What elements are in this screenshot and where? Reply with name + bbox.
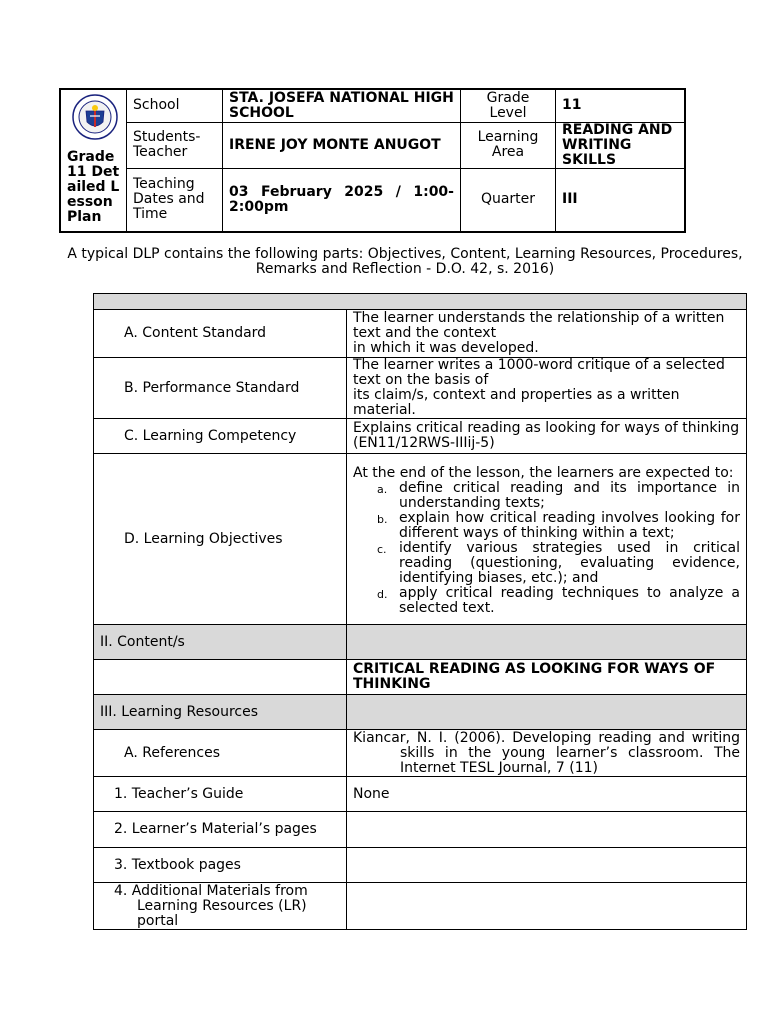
grade-level-value: 11 <box>556 89 686 122</box>
school-label: School <box>127 89 223 122</box>
content-section-label: II. Content/s <box>94 625 347 660</box>
table-row <box>94 883 747 930</box>
references-label: A. References <box>94 730 347 777</box>
competency-label: C. Learning Competency <box>94 419 347 454</box>
content-standard-line: The learner understands the relationship of a written text and the context <box>353 310 725 341</box>
content-standard-line: in which it was developed. <box>353 340 539 356</box>
school-value: STA. JOSEFA NATIONAL HIGH SCHOOL <box>223 89 461 122</box>
list-marker: c. <box>377 543 387 556</box>
quarter-label: Quarter <box>461 168 556 232</box>
table-row <box>94 310 747 358</box>
table-row <box>94 660 747 695</box>
resource-item-value <box>347 812 747 848</box>
list-item <box>353 586 740 616</box>
list-item <box>353 481 740 511</box>
resource-item-label: 3. Textbook pages <box>94 848 347 883</box>
learning-objectives-intro: At the end of the lesson, the learners are expected to: <box>353 465 734 481</box>
teacher-label: Students-Teacher <box>127 122 223 168</box>
resource-item-label: 2. Learner’s Material’s pages <box>94 812 347 848</box>
competency-value: Explains critical reading as looking for ways of thinking (EN11/12RWS-IIIij-5) <box>347 419 747 454</box>
learning-area-label: Learning Area <box>461 122 556 168</box>
list-item-text: identify various strategies used in critical reading (questioning, evaluating evidence, identifying biases, etc.); and <box>399 540 740 586</box>
content-standard-value <box>347 310 747 358</box>
dlp-table <box>93 293 747 930</box>
list-item-text: apply critical reading techniques to analyze a selected text. <box>399 585 740 616</box>
resource-item-value: None <box>347 777 747 812</box>
table-top-bar <box>94 294 747 310</box>
quarter-value: III <box>556 168 686 232</box>
list-item <box>353 511 740 541</box>
dlp-note: A typical DLP contains the following parts: Objectives, Content, Learning Resources, Procedures, Remarks and Reflection - D.O. 42, s. 2016) <box>67 246 743 277</box>
performance-standard-line: its claim/s, context and properties as a written material. <box>353 387 680 418</box>
performance-standard-label: B. Performance Standard <box>94 358 347 419</box>
logo-cell <box>60 89 127 232</box>
learning-objectives-value <box>347 454 747 625</box>
learning-area-value: READING AND WRITING SKILLS <box>556 122 686 168</box>
list-item-text: explain how critical reading involves looking for different ways of thinking within a text; <box>399 510 740 541</box>
resources-section-label: III. Learning Resources <box>94 695 347 730</box>
performance-standard-value <box>347 358 747 419</box>
dates-label: Teaching Dates and Time <box>127 168 223 232</box>
resource-item-label: 1. Teacher’s Guide <box>94 777 347 812</box>
learning-objectives-label: D. Learning Objectives <box>94 454 347 625</box>
grade-level-label: Grade Level <box>461 89 556 122</box>
table-row <box>94 848 747 883</box>
grade-title: Grade 11 Detailed Lesson Plan <box>67 149 120 225</box>
table-row <box>94 454 747 625</box>
deped-seal-icon <box>72 94 118 140</box>
content-standard-label: A. Content Standard <box>94 310 347 358</box>
performance-standard-line: The learner writes a 1000-word critique of a selected text on the basis of <box>353 357 725 388</box>
list-marker: b. <box>377 513 388 526</box>
list-marker: d. <box>377 588 388 601</box>
table-row <box>94 358 747 419</box>
resource-item-value <box>347 883 747 930</box>
list-item-text: define critical reading and its importance in understanding texts; <box>399 480 740 511</box>
table-row <box>94 730 747 777</box>
table-row <box>94 777 747 812</box>
table-row <box>94 625 747 660</box>
header-table <box>59 88 686 233</box>
references-value: Kiancar, N. I. (2006). Developing reading and writing skills in the young learner’s classroom. The Internet TESL Journal, 7 (11) <box>347 730 747 777</box>
table-row <box>94 812 747 848</box>
table-row <box>94 419 747 454</box>
list-marker: a. <box>377 483 388 496</box>
list-item <box>353 541 740 586</box>
content-topic: CRITICAL READING AS LOOKING FOR WAYS OF THINKING <box>347 660 747 695</box>
resource-item-label: 4. Additional Materials from Learning Resources (LR) portal <box>94 883 347 930</box>
dates-value: 03 February 2025 / 1:00-2:00pm <box>223 168 461 232</box>
teacher-value: IRENE JOY MONTE ANUGOT <box>223 122 461 168</box>
learning-objectives-list <box>353 481 740 616</box>
table-row <box>94 695 747 730</box>
resource-item-value <box>347 848 747 883</box>
